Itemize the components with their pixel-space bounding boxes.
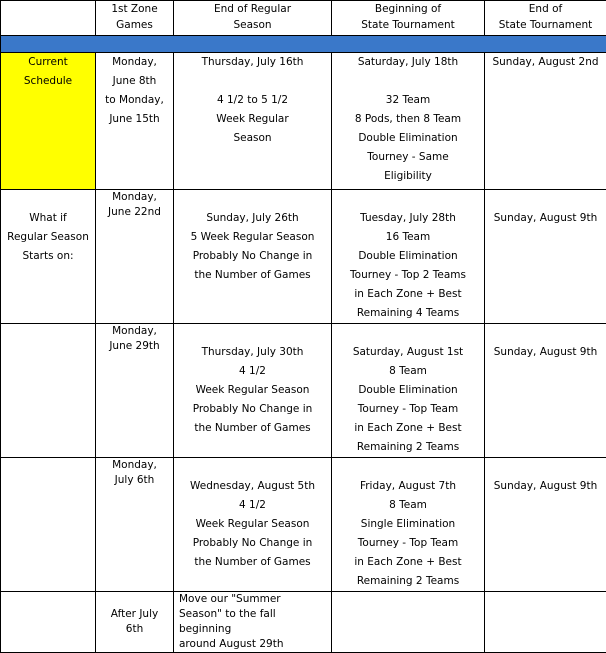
cell-line <box>485 190 606 209</box>
cell-line: Monday, <box>96 458 173 473</box>
end-regular-cell <box>174 592 332 653</box>
cell-line: June 8th <box>96 72 173 91</box>
cell-line: Current <box>1 53 95 72</box>
cell-line: Friday, August 7th <box>332 477 484 496</box>
cell-line: Season <box>174 129 331 148</box>
header-cell-end-regular <box>174 1 332 36</box>
zone-games-cell <box>96 324 174 458</box>
cell-line: 16 Team <box>332 228 484 247</box>
end-state-cell <box>485 53 606 190</box>
zone-games-cell <box>96 190 174 324</box>
cell-line <box>332 324 484 343</box>
cell-line: Wednesday, August 5th <box>174 477 331 496</box>
cell-line: What if <box>1 209 95 228</box>
cell-line: Regular Season <box>1 228 95 247</box>
cell-line <box>332 190 484 209</box>
cell-line: the Number of Games <box>174 266 331 285</box>
end-regular-cell <box>174 458 332 592</box>
cell-line: in Each Zone + Best <box>332 285 484 304</box>
cell-line: 5 Week Regular Season <box>174 228 331 247</box>
cell-line: Double Elimination <box>332 247 484 266</box>
table-row <box>1 190 606 324</box>
cell-line: Week Regular Season <box>174 515 331 534</box>
begin-state-cell <box>332 190 485 324</box>
cell-line: Probably No Change in <box>174 400 331 419</box>
cell-line: Games <box>96 17 173 33</box>
begin-state-cell <box>332 458 485 592</box>
cell-line: Sunday, July 26th <box>174 209 331 228</box>
header-row <box>1 1 606 36</box>
cell-line: Week Regular <box>174 110 331 129</box>
header-band <box>1 36 606 53</box>
begin-state-cell <box>332 592 485 653</box>
table-row <box>1 53 606 190</box>
cell-line: 8 Team <box>332 496 484 515</box>
cell-line: Tuesday, July 28th <box>332 209 484 228</box>
header-cell-begin-state <box>332 1 485 36</box>
cell-line: State Tournament <box>332 17 484 33</box>
cell-line <box>332 72 484 91</box>
cell-line: Sunday, August 9th <box>485 343 606 362</box>
end-state-cell <box>485 592 606 653</box>
end-regular-cell <box>174 53 332 190</box>
cell-line: June 22nd <box>96 205 173 220</box>
cell-line: 1st Zone <box>96 1 173 17</box>
cell-line: Sunday, August 2nd <box>485 53 606 72</box>
cell-line <box>174 324 331 343</box>
row-label-cell <box>1 458 96 592</box>
cell-line: Monday, <box>96 53 173 72</box>
cell-line <box>96 592 173 607</box>
end-regular-cell <box>174 190 332 324</box>
cell-line: in Each Zone + Best <box>332 553 484 572</box>
cell-line: Sunday, August 9th <box>485 477 606 496</box>
zone-games-cell <box>96 592 174 653</box>
table-row <box>1 324 606 458</box>
cell-line: Tourney - Same <box>332 148 484 167</box>
cell-line: Probably No Change in <box>174 247 331 266</box>
cell-line: Thursday, July 16th <box>174 53 331 72</box>
row-label-cell <box>1 324 96 458</box>
cell-line: Tourney - Top Team <box>332 534 484 553</box>
header-cell-blank <box>1 1 96 36</box>
cell-line: July 6th <box>96 473 173 488</box>
table-row <box>1 458 606 592</box>
cell-line: 8 Team <box>332 362 484 381</box>
cell-line: After July <box>96 607 173 622</box>
cell-line: 4 1/2 <box>174 496 331 515</box>
cell-line: Week Regular Season <box>174 381 331 400</box>
cell-line: Tourney - Top 2 Teams <box>332 266 484 285</box>
cell-line: Monday, <box>96 324 173 339</box>
cell-line <box>485 458 606 477</box>
zone-games-cell <box>96 53 174 190</box>
cell-line <box>332 458 484 477</box>
header-cell-zone-games <box>96 1 174 36</box>
cell-line: State Tournament <box>485 17 606 33</box>
cell-line: June 29th <box>96 339 173 354</box>
begin-state-cell <box>332 53 485 190</box>
cell-line: 4 1/2 <box>174 362 331 381</box>
cell-line: Remaining 2 Teams <box>332 438 484 457</box>
cell-line: 32 Team <box>332 91 484 110</box>
zone-games-cell <box>96 458 174 592</box>
cell-line <box>174 190 331 209</box>
cell-line: to Monday, <box>96 91 173 110</box>
blue-band <box>1 36 606 53</box>
cell-line: 4 1/2 to 5 1/2 <box>174 91 331 110</box>
row-label-cell <box>1 53 96 190</box>
begin-state-cell <box>332 324 485 458</box>
cell-line <box>1 190 95 209</box>
cell-line: Season" to the fall beginning <box>179 607 331 637</box>
cell-line: Saturday, August 1st <box>332 343 484 362</box>
cell-line: around August 29th <box>179 637 331 652</box>
row-label-cell <box>1 190 96 324</box>
cell-line <box>174 72 331 91</box>
cell-line: Eligibility <box>332 167 484 186</box>
cell-line: Saturday, July 18th <box>332 53 484 72</box>
cell-line: Probably No Change in <box>174 534 331 553</box>
cell-line: in Each Zone + Best <box>332 419 484 438</box>
cell-line: End of Regular <box>174 1 331 17</box>
cell-line: Monday, <box>96 190 173 205</box>
cell-line: Double Elimination <box>332 381 484 400</box>
end-state-cell <box>485 458 606 592</box>
cell-line: the Number of Games <box>174 553 331 572</box>
cell-line: Single Elimination <box>332 515 484 534</box>
table-row <box>1 592 606 653</box>
end-regular-cell <box>174 324 332 458</box>
end-state-cell <box>485 190 606 324</box>
cell-line: Move our "Summer <box>179 592 331 607</box>
header-cell-end-state <box>485 1 606 36</box>
cell-line <box>485 324 606 343</box>
cell-line: 6th <box>96 622 173 637</box>
cell-line: 8 Pods, then 8 Team <box>332 110 484 129</box>
cell-line: the Number of Games <box>174 419 331 438</box>
cell-line: Season <box>174 17 331 33</box>
cell-line: Remaining 2 Teams <box>332 572 484 591</box>
cell-line: Starts on: <box>1 247 95 266</box>
row-label-cell <box>1 592 96 653</box>
cell-line: Thursday, July 30th <box>174 343 331 362</box>
cell-line: June 15th <box>96 110 173 129</box>
cell-line: End of <box>485 1 606 17</box>
cell-line: Double Elimination <box>332 129 484 148</box>
end-state-cell <box>485 324 606 458</box>
cell-line: Schedule <box>1 72 95 91</box>
cell-line: Tourney - Top Team <box>332 400 484 419</box>
cell-line: Beginning of <box>332 1 484 17</box>
cell-line: Sunday, August 9th <box>485 209 606 228</box>
cell-line <box>174 458 331 477</box>
cell-line: Remaining 4 Teams <box>332 304 484 323</box>
